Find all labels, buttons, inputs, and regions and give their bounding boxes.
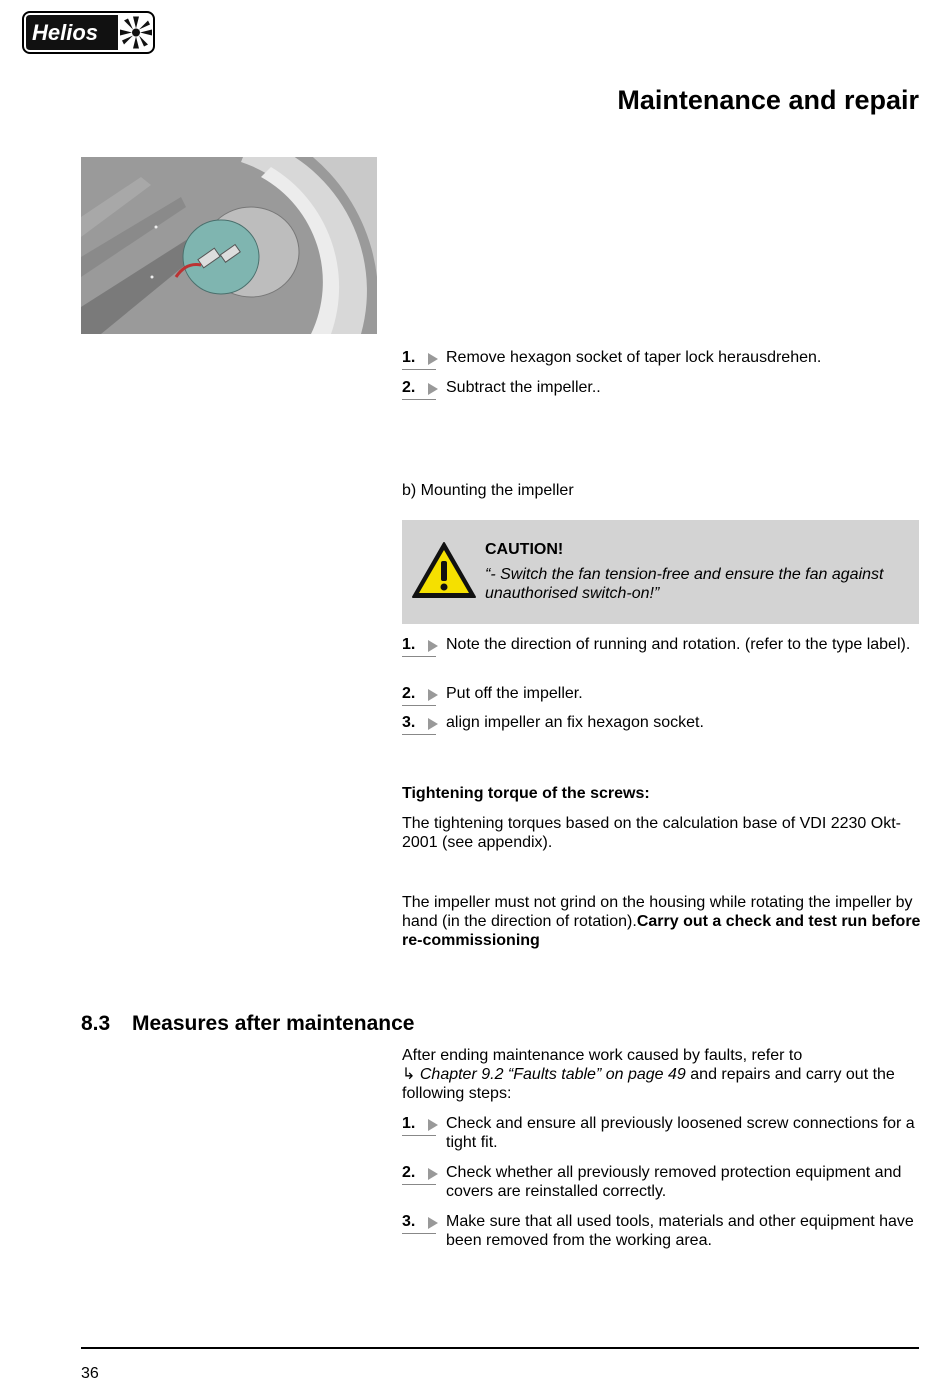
list-item: [402, 635, 922, 654]
list-item: [402, 713, 922, 732]
section-heading: [81, 1012, 414, 1036]
step-text: Make sure that all used tools, materials and other equipment have been removed from the working area.: [446, 1213, 914, 1249]
list-item: [402, 684, 922, 703]
page-title: Maintenance and repair: [617, 85, 919, 115]
grind-note: [402, 893, 922, 950]
step-number: 3.: [402, 713, 442, 733]
grind-note-bold: Carry out a check and test run before re-commissioning: [402, 913, 921, 949]
chapter-link-text: Chapter 9.2 “Faults table” on page 49: [419, 1066, 686, 1083]
section-number: 8.3: [81, 1012, 111, 1035]
step-number: 3.: [402, 1212, 442, 1232]
helios-logo: [22, 11, 155, 54]
list-item: [402, 1114, 922, 1152]
torque-body: The tightening torques based on the calculation base of VDI 2230 Okt-2001 (see appendix).: [402, 815, 901, 851]
caution-box: [402, 520, 919, 624]
step-arrow-icon: [428, 689, 438, 701]
footer-rule: [81, 1347, 919, 1349]
warning-triangle-icon: [411, 541, 477, 604]
step-arrow-icon: [428, 1119, 438, 1131]
impeller-hub-photo: [81, 157, 377, 334]
list-item: [402, 1163, 922, 1201]
step-number: 1.: [402, 1114, 442, 1134]
step-text: Subtract the impeller..: [446, 379, 601, 396]
step-text: Put off the impeller.: [446, 685, 583, 702]
step-text: Check and ensure all previously loosened screw connections for a tight fit.: [446, 1115, 915, 1151]
torque-heading: Tightening torque of the screws:: [402, 785, 650, 802]
grind-note-text: The impeller must not grind on the housing while rotating the impeller by hand (in the direction of rotation).: [402, 894, 913, 930]
intro-text: After ending maintenance work caused by faults, refer to: [402, 1047, 803, 1064]
step-arrow-icon: [428, 718, 438, 730]
step-arrow-icon: [428, 1217, 438, 1229]
list-item: [402, 1212, 922, 1250]
step-text: Check whether all previously removed protection equipment and covers are reinstalled correctly.: [446, 1164, 902, 1200]
mounting-heading: b) Mounting the impeller: [402, 482, 574, 499]
step-arrow-icon: [428, 353, 438, 365]
step-number: 1.: [402, 348, 442, 368]
section-title: Measures after maintenance: [132, 1012, 415, 1035]
step-number: 1.: [402, 635, 442, 655]
step-arrow-icon: [428, 640, 438, 652]
reference-arrow-icon: ↳: [402, 1066, 416, 1083]
caution-title: CAUTION!: [485, 541, 564, 558]
caution-message: “- Switch the fan tension-free and ensure the fan against unauthorised switch-on!”: [485, 566, 884, 602]
step-number: 2.: [402, 684, 442, 704]
list-item: [402, 348, 922, 367]
step-arrow-icon: [428, 383, 438, 395]
chapter-link[interactable]: [402, 1066, 686, 1083]
step-number: 2.: [402, 378, 442, 398]
step-text: Remove hexagon socket of taper lock herausdrehen.: [446, 349, 822, 366]
step-text: Note the direction of running and rotation. (refer to the type label).: [446, 636, 911, 653]
step-number: 2.: [402, 1163, 442, 1183]
section-intro: [402, 1046, 922, 1103]
list-item: [402, 378, 922, 397]
step-text: align impeller an fix hexagon socket.: [446, 714, 704, 731]
step-arrow-icon: [428, 1168, 438, 1180]
intro-text-after: and repairs and carry out the following steps:: [402, 1066, 895, 1102]
logo-wordmark: Helios: [32, 20, 99, 45]
page-number: 36: [81, 1365, 99, 1382]
